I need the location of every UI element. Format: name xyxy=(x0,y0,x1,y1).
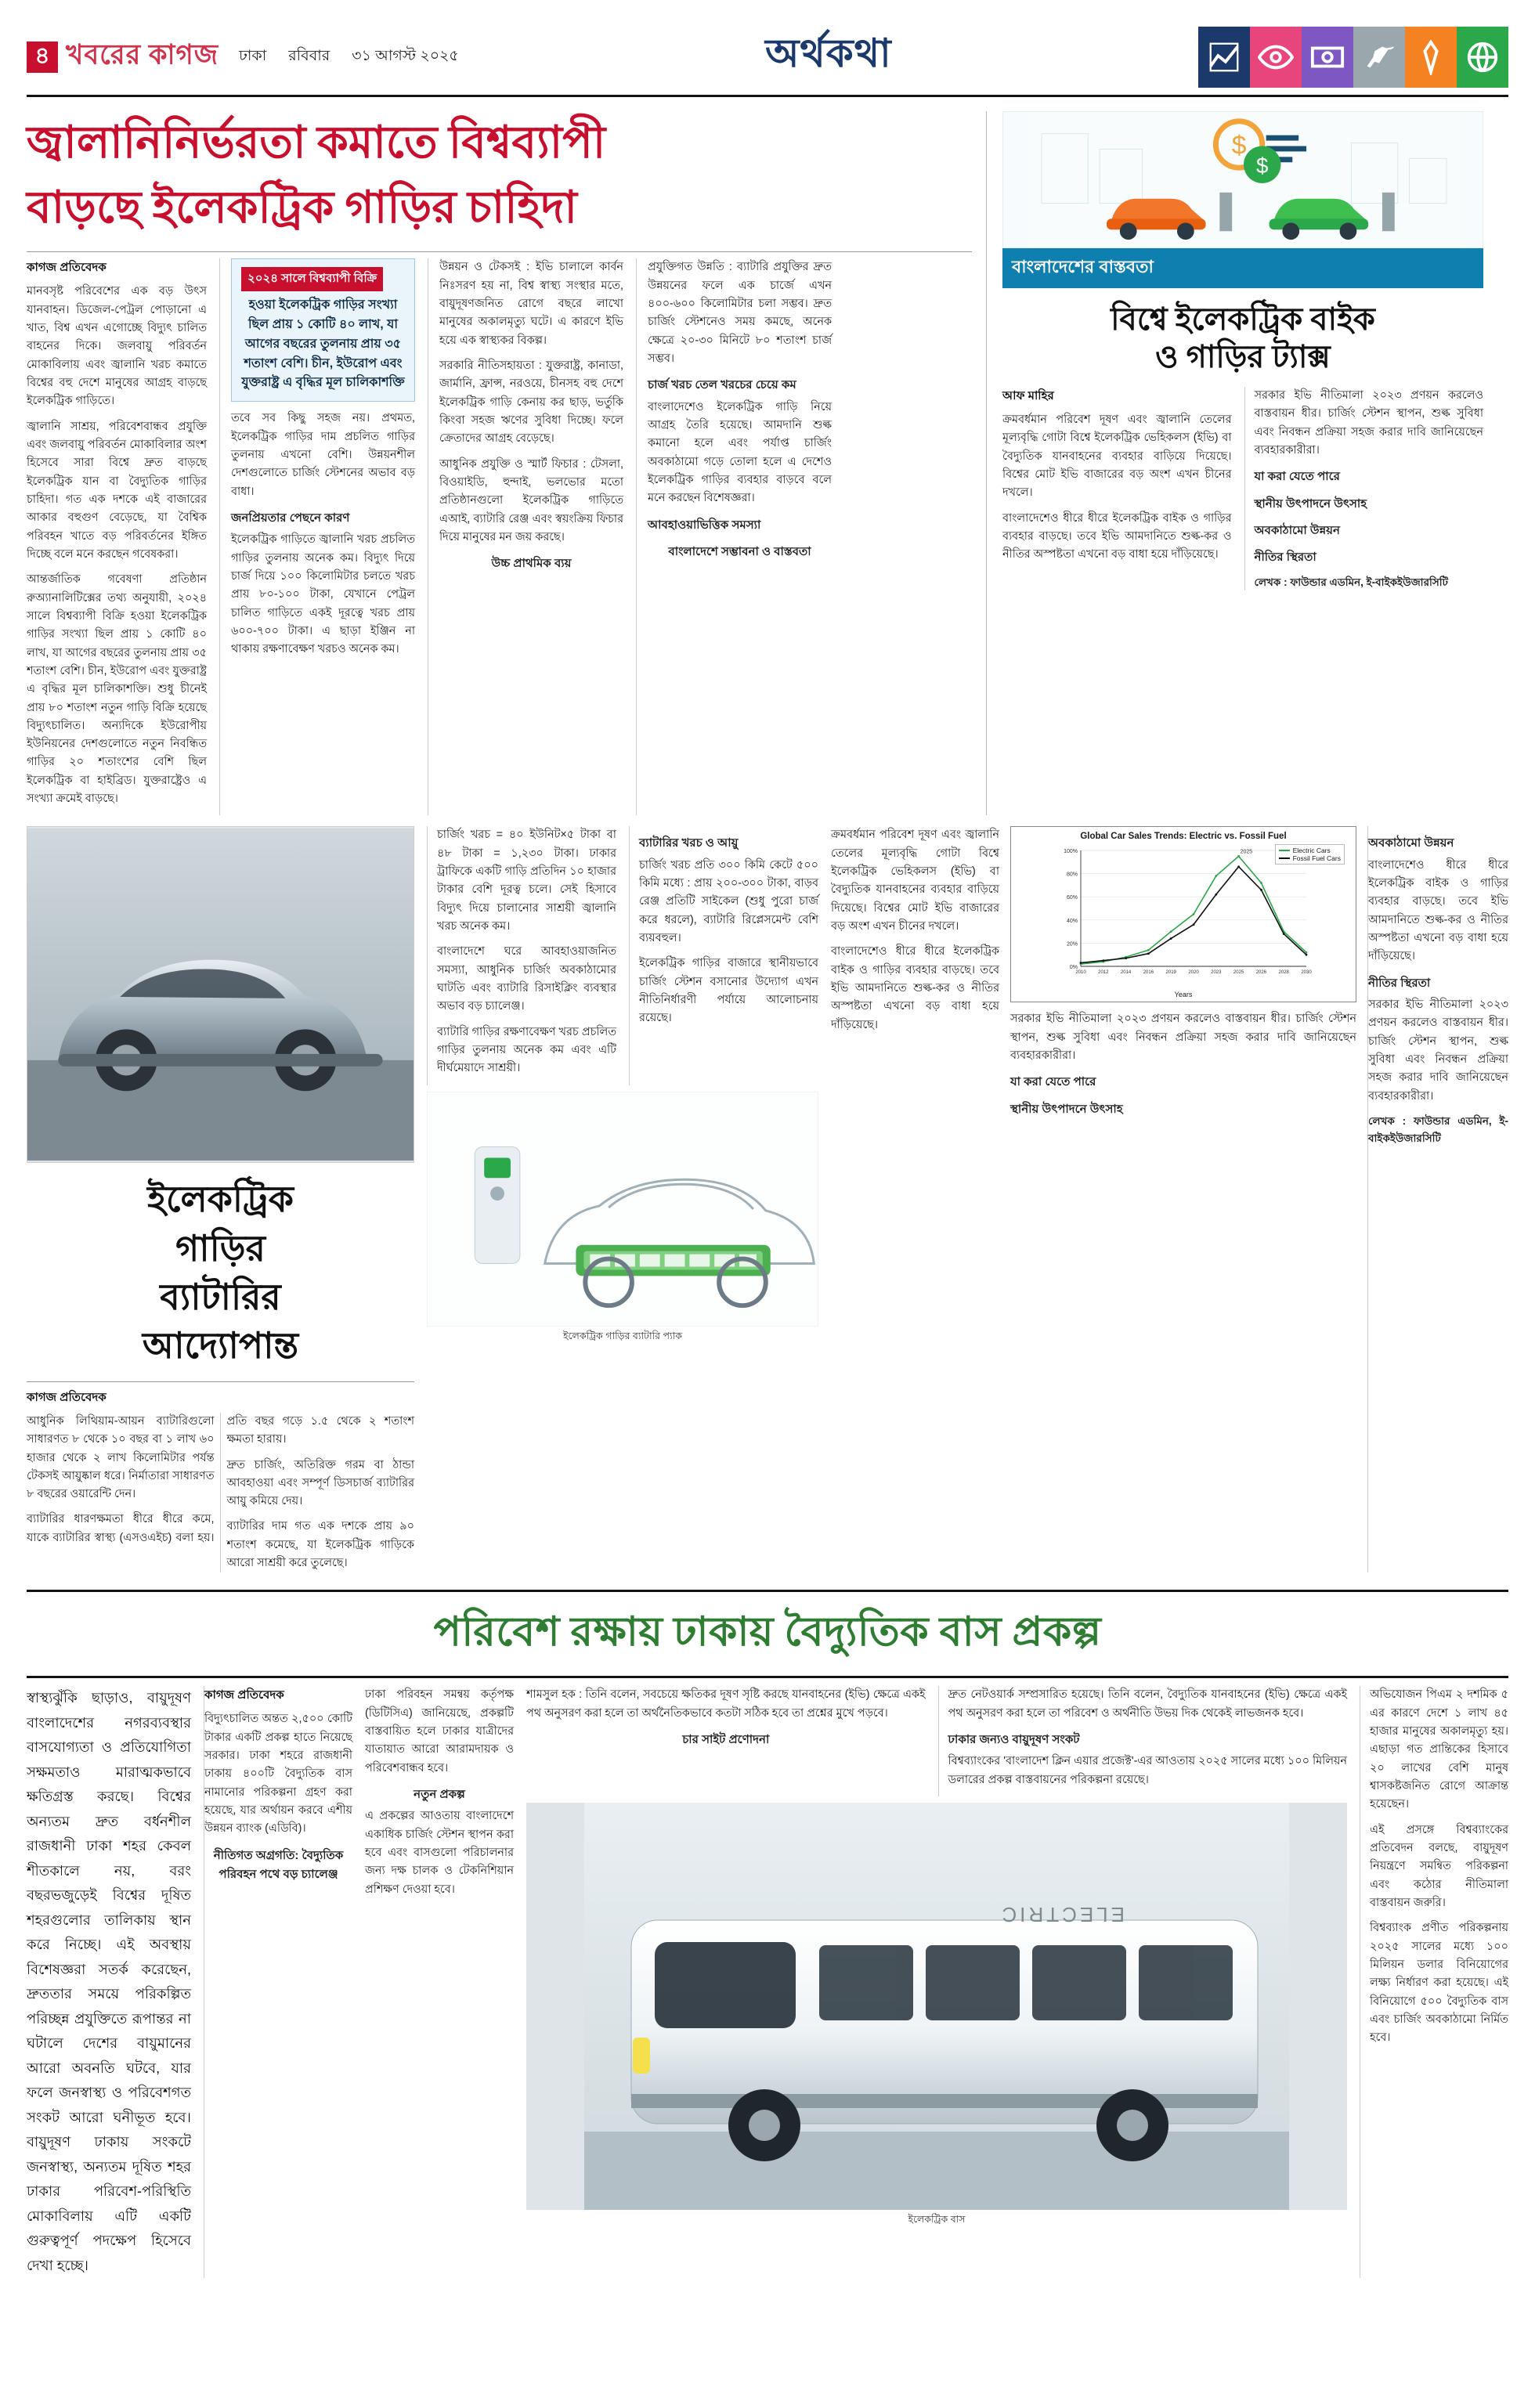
subhead: স্থানীয় উৎপাদনে উৎসাহ xyxy=(1254,496,1367,511)
dateline-place: ঢাকা xyxy=(239,47,267,64)
battery-para: চার্জিং খরচ = ৪০ ইউনিট×৫ টাকা বা ৪৮ টাকা = ১,২৩০ টাকা। ঢাকার ট্রাফিকে একটি গাড়ি প্রতিদিন ১০ হাজার টাকার বেশি দূরত্ব চলে। সেই হিসাবে বিদ্যুৎ দিয়ে চালানোর সাশ্রয়ী জ্বালানি খরচ অনেক কম। xyxy=(437,829,616,933)
chart-legend xyxy=(1275,844,1345,865)
lead-para: ইলেকট্রিক গাড়িতে জ্বালানি খরচ প্রচলিত গাড়ির তুলনায় অনেক কম। বিদ্যুৎ দিয়ে চার্জ দিয়ে ১০০ কিলোমিটার চলতে খরচ প্রায় ৮০-১০০ টাকা, যেখানে পেট্রল চালিত গাড়িতে একই দূরত্বে খরচ প্রায় ৬০০-৭০০ টাকা। এ ছাড়া ইঞ্জিন না থাকায় রক্ষণাবেক্ষণ খরচও অনেক কম। xyxy=(231,533,415,656)
subhead: জনপ্রিয়তার পেছনে কারণ xyxy=(231,511,350,525)
svg-text:2023: 2023 xyxy=(1211,970,1222,976)
bus-story-band xyxy=(27,1590,1508,1678)
subhead: আবহাওয়াভিত্তিক সমস্যা xyxy=(648,518,761,532)
svg-text:$: $ xyxy=(1231,131,1247,161)
battery-para: চার্জিং খরচ প্রতি ৩০০ কিমি কেটে ৫০০ কিমি মধ্যে : প্রায় ২০০-৩০০ টাকা, বাড়ব রেঞ্জ প্রতিটি সাইকেল (শুধু পুরো চার্জ করে ধরলে), ব্যাটারি রিপ্লেসমেন্ট বেশি ব্যয়বহুল। xyxy=(639,858,818,945)
subhead: অবকাঠামো উন্নয়ন xyxy=(1368,836,1454,850)
battery-caption: ইলেকট্রিক গাড়ির ব্যাটারি প্যাক xyxy=(563,1330,682,1341)
battery-para: বাংলাদেশে ঘরে আবহাওয়াজনিত সমস্যা, আধুনিক চার্জিং অবকাঠামোর ঘাটতি এবং ব্যাটারি রিসাইক্লিং ব্যবস্থার অভাব বড় চ্যালেঞ্জ। xyxy=(437,945,616,1013)
panel-para: ক্রমবর্ধমান পরিবেশ দূষণ এবং জ্বালানি তেলের মূল্যবৃদ্ধি গোটা বিশ্বে ইলেকট্রিক ভেহিকলস (ইভি) বা বৈদ্যুতিক যানবাহনের ব্যবহার বাড়িয়ে দিয়েছে। বিশ্বের মোট ইভি বাজারের বড় অংশ এখন চীনের দখলে। xyxy=(1002,413,1232,500)
subhead: অবকাঠামো উন্নয়ন xyxy=(1254,523,1340,537)
chart-icon xyxy=(1198,27,1250,88)
panel-column-1 xyxy=(1002,387,1232,590)
bus-para: বিদ্যুৎচালিত অন্তত ২,৫০০ কোটি টাকার একটি প্রকল্প হাতে নিয়েছে সরকার। ঢাকা শহরে রাজধানী ঢাকায় ৪০০টি বৈদ্যুতিক বাস নামানোর পরিকল্পনা গ্রহণ করা হয়েছে, যার অর্থায়ন করবে এশীয় উন্নয়ন ব্যাংক (এডিবি)। xyxy=(204,1713,352,1836)
bus-right-para: বিশ্বব্যাংক প্রণীত পরিকল্পনায় ২০২৫ সালের মধ্যে ১০০ মিলিয়ন ডলার বিনিয়োগের লক্ষ্য নির্ধারণ করা হয়েছে। এই বিনিয়োগে ৫০০ বৈদ্যুতিক বাস এবং চার্জিং অবকাঠামো নির্মিত হবে। xyxy=(1370,1922,1508,2045)
battery-mid-block xyxy=(427,826,818,1572)
chart-right-para: বাংলাদেশেও ধীরে ধীরে ইলেকট্রিক বাইক ও গাড়ির ব্যবহার বাড়ছে। তবে ইভি আমদানিতে শুল্ক-কর ও নীতির অস্পষ্টতা এখনো বড় বাধা হয়ে দাঁড়িয়েছে। xyxy=(1368,858,1508,963)
panel-title-line1: বিশ্বে ইলেকট্রিক বাইক xyxy=(1111,301,1375,337)
chart-column xyxy=(1010,826,1356,1572)
mid-section xyxy=(27,826,1508,1572)
subhead: ঢাকার জন্যও বায়ুদূষণ সংকট xyxy=(948,1733,1080,1747)
panel-column-2 xyxy=(1244,387,1484,590)
legend-fossil: Fossil Fuel Cars xyxy=(1292,854,1341,863)
subhead: নীতির স্থিরতা xyxy=(1254,551,1316,565)
lead-column-3 xyxy=(428,258,623,815)
subhead: যা করা যেতে পারে xyxy=(1010,1075,1096,1089)
panel-credit: লেখক : ফাউন্ডার এডমিন, ই-বাইকইউজারসিটি xyxy=(1254,576,1449,588)
svg-text:ELECTRIC: ELECTRIC xyxy=(999,1903,1125,1927)
money-icon xyxy=(1302,27,1353,88)
subhead: নতুন প্রকল্প xyxy=(414,1788,465,1802)
car-photo-block xyxy=(27,826,414,1572)
bus-para: বিশ্বব্যাংকের 'বাংলাদেশ ক্লিন এয়ার প্রজেক্ট'-এর আওতায় ২০২৫ সালের মধ্যে ১০০ মিলিয়ন ডলারের প্রকল্প বাস্তবায়নের পরিকল্পনা রয়েছে। xyxy=(948,1755,1347,1786)
paper-name: খবরের কাগজ xyxy=(66,39,219,70)
bus-caption: ইলেকট্রিক বাস xyxy=(908,2214,966,2226)
lead-byline: কাগজ প্রতিবেদক xyxy=(27,261,107,275)
lead-headline-line2: বাড়ছে ইলেকট্রিক গাড়ির চাহিদা xyxy=(27,182,577,233)
bus-para: শামসুল হক : তিনি বলেন, সবচেয়ে ক্ষতিকর দূষণ সৃষ্টি করছে যানবাহনের (ইভি) ক্ষেত্রে একই পথ অনুসরণ করা হলে তা অর্থনৈতিকভাবে কতটা সঠিক হবে তা প্রশ্নের মুখে পড়বে। xyxy=(526,1688,926,1720)
divider xyxy=(27,1381,414,1382)
svg-text:2025: 2025 xyxy=(1240,849,1253,855)
dateline xyxy=(239,45,459,70)
bird-icon xyxy=(1353,27,1405,88)
lead-para: মানবসৃষ্ট পরিবেশের এক বড় উৎস যানবাহন। ডিজেল-পেট্রল পোড়ানো এ খাত, বিশ্ব এখন এগোচ্ছে বিদ্যুৎ চালিত বাহনের দিকে। জলবায়ু পরিবর্তন মোকাবিলায় এবং জ্বালানি খরচ কমাতে বিশ্বের বহু দেশে মানুষের আগ্রহ বাড়ছে ইলেকট্রিক গাড়িতে। xyxy=(27,285,207,408)
lead-para: বাংলাদেশেও ইলেকট্রিক গাড়ি নিয়ে আগ্রহ তৈরি হয়েছে। আমদানি শুল্ক কমানো হলে এবং পর্যাপ্ত চার্জিং অবকাঠামো গড়ে তোলা হলে এ দেশেও ইলেকট্রিক গাড়ির ব্যবহার বাড়বে বলে মনে করছেন বিশেষজ্ঞরা। xyxy=(648,400,832,505)
lead-para: আন্তর্জাতিক গবেষণা প্রতিষ্ঠান রুঅ্যানালিটিক্সের তথ্য অনুযায়ী, ২০২৪ সালে বিশ্বব্যাপী বিক্রি হওয়া ইলেকট্রিক গাড়ির সংখ্যা ছিল প্রায় ১ কোটি ৪০ লাখ, যা আগের বছরের তুলনায় প্রায় ৩৫ শতাংশ বেশি। চীন, ইউরোপ এবং যুক্তরাষ্ট্র এ বৃদ্ধির মূল চালিকাশক্তি। শুধু চীনেই প্রায় ৮০ শতাংশ নতুন গাড়ি বিক্রি হয়েছে বিদ্যুৎচালিত। অন্যদিকে ইউরোপীয় ইউনিয়নের দেশগুলোতে নতুন নিবন্ধিত গাড়ির ২০ শতাংশের বেশি ছিল ইলেকট্রিক বা হাইব্রিড। যুক্তরাষ্ট্রেও এ সংখ্যা ক্রমেই বাড়ছে। xyxy=(27,573,207,806)
battery-title-2: গাড়ির xyxy=(175,1228,265,1269)
car-photo xyxy=(27,826,414,1163)
legend-electric: Electric Cars xyxy=(1292,847,1331,855)
pull-quote-kicker: ২০২৪ সালে বিশ্বব্যাপী বিক্রি xyxy=(241,267,383,291)
subhead: নীতির স্থিরতা xyxy=(1368,976,1431,990)
lead-column-4 xyxy=(636,258,832,815)
battery-para: দ্রুত চার্জিং, অতিরিক্ত গরম বা ঠান্ডা আবহাওয়া এবং সম্পূর্ণ ডিসচার্জ ব্যাটারির আয়ু কমিয়ে দেয়। xyxy=(226,1458,414,1508)
subhead: যা করা যেতে পারে xyxy=(1254,470,1340,484)
globe-icon xyxy=(1457,27,1508,88)
svg-text:2016: 2016 xyxy=(1143,970,1154,976)
lead-headline-line1: জ্বালানিনির্ভরতা কমাতে বিশ্বব্যাপী xyxy=(27,118,606,168)
svg-text:2025: 2025 xyxy=(1233,970,1244,976)
svg-text:$: $ xyxy=(1256,153,1269,179)
lead-columns xyxy=(27,258,972,815)
bus-column-3 xyxy=(526,1686,926,1796)
battery-para: ব্যাটারি গাড়ির রক্ষণাবেক্ষণ খরচ প্রচলিত গাড়ির তুলনায় অনেক কম এবং এটি দীর্ঘমেয়াদে সাশ্রয়ী। xyxy=(437,1025,616,1075)
icon-strip xyxy=(1198,27,1508,88)
chart-below-para: সরকার ইভি নীতিমালা ২০২৩ প্রণয়ন করলেও বাস্তবায়ন ধীর। চার্জিং স্টেশন স্থাপন, শুল্ক সুবিধা এবং নিবন্ধন প্রক্রিয়া সহজ করার দাবি জানিয়েছেন ব্যবহারকারীরা। xyxy=(1010,1013,1356,1063)
subhead: উচ্চ প্রাথমিক ব্যয় xyxy=(491,557,572,571)
pen-icon xyxy=(1405,27,1457,88)
sales-trend-chart xyxy=(1010,826,1356,1002)
lead-para: প্রযুক্তিগত উন্নতি : ব্যাটারি প্রযুক্তির দ্রুত উন্নয়নের ফলে এক চার্জে এখন ৪০০-৬০০ কিলোমিটার চলা সম্ভব। দ্রুত চার্জিং স্টেশনেও সময় কমছে, অনেক ক্ষেত্রে ২০-৩০ মিনিটে ৮০ শতাংশ চার্জ সম্ভব। xyxy=(648,261,832,365)
bus-column-5 xyxy=(1360,1686,1508,2278)
battery-title-1: ইলেকট্রিক xyxy=(147,1179,294,1220)
chart-left-text xyxy=(831,826,999,1572)
section-logo: অর্থকথা xyxy=(765,31,892,75)
lead-para: তবে সব কিছু সহজ নয়। প্রথমত, ইলেকট্রিক গাড়ির দাম প্রচলিত গাড়ির তুলনায় এখনো বেশি। উন্নয়নশীল দেশগুলোতে চার্জিং স্টেশনের অভাব বড় বাধা। xyxy=(231,412,415,498)
bus-sidebar-text: স্বাস্থ্যঝুঁকি ছাড়াও, বায়ুদূষণ বাংলাদেশের নগরব্যবস্থার বাসযোগ্যতা ও প্রতিযোগিতা সক্ষমতাও মারাত্মকভাবে ক্ষতিগ্রস্ত করছে। বিশ্বের অন্যতম দ্রুত বর্ধনশীল রাজধানী ঢাকা শহর কেবল শীতকালে নয়, বরং বছরভজুড়েই বিশ্বের দূষিত শহরগুলোর তালিকায় স্থান করে নিচ্ছে। এই অবস্থায় বিশেষজ্ঞরা সতর্ক করেছেন, দ্রুততার সময়ে পরিকল্পিত পরিচ্ছন্ন প্রযুক্তিতে রূপান্তর না ঘটালে দেশের বায়ুমানের আরো অবনতি ঘটবে, যার ফলে জনস্বাস্থ্য ও পরিবেশগত সংকট আরো ঘনীভূত হবে। বায়ুদূষণ ঢাকায় সংকটে জনস্বাস্থ্য, অন্যতম দূষিত শহর ঢাকার পরিবেশ-পরিস্থিতি মোকাবিলায় এটি একটি গুরুত্বপূর্ণ পদক্ষেপ হিসেবে দেখা হচ্ছে। xyxy=(27,1690,191,2273)
bus-column-1 xyxy=(204,1686,352,2278)
chart-credit: লেখক : ফাউন্ডার এডমিন, ই-বাইকইউজারসিটি xyxy=(1368,1115,1508,1144)
svg-text:2026: 2026 xyxy=(1255,970,1267,976)
ev-illustration xyxy=(1002,111,1483,248)
svg-text:2028: 2028 xyxy=(1278,970,1289,976)
masthead-center xyxy=(459,24,1198,89)
bus-para: ঢাকা পরিবহন সমন্বয় কর্তৃপক্ষ (ডিটিসিএ) জানিয়েছে, প্রকল্পটি বাস্তবায়িত হলে ঢাকার যাত্রীদের যাতায়াত আরো আরামদায়ক ও পরিবেশবান্ধব হবে। xyxy=(365,1688,514,1774)
subhead: স্থানীয় উৎপাদনে উৎসাহ xyxy=(1010,1102,1123,1116)
battery-para: ব্যাটারির ধারণক্ষমতা ধীরে ধীরে কমে, যাকে ব্যাটারির স্বাস্থ্য (এসওএইচ) বলা হয়। প্রতি বছর গড়ে ১.৫ থেকে ২ শতাংশ ক্ষমতা হারায়। xyxy=(27,1414,414,1544)
chart-left-para: বাংলাদেশেও ধীরে ধীরে ইলেকট্রিক বাইক ও গাড়ির ব্যবহার বাড়ছে। তবে ইভি আমদানিতে শুল্ক-কর ও নীতির অস্পষ্টতা এখনো বড় বাধা হয়ে দাঁড়িয়েছে। xyxy=(831,945,999,1031)
subhead: নীতিগত অগ্রগতি: বৈদ্যুতিক পরিবহন পথে বড় চ্যালেঞ্জ xyxy=(213,1848,344,1882)
bus-story xyxy=(27,1686,1508,2278)
chart-left-para: ক্রমবর্ধমান পরিবেশ দূষণ এবং জ্বালানি তেলের মূল্যবৃদ্ধি গোটা বিশ্বে ইলেকট্রিক ভেহিকলস (ইভি) বা বৈদ্যুতিক যানবাহনের ব্যবহার বাড়িয়ে দিয়েছে। বিশ্বের মোট ইভি বাজারের বড় অংশ এখন চীনের দখলে। xyxy=(831,829,999,933)
battery-para: ব্যাটারির দাম গত এক দশকে প্রায় ৯০ শতাংশ কমেছে, যা ইলেকট্রিক গাড়িকে আরো সাশ্রয়ী করে তুলেছে। xyxy=(226,1520,414,1570)
chart-block xyxy=(831,826,1508,1572)
chart-title: Global Car Sales Trends: Electric vs. Fossil Fuel xyxy=(1080,832,1287,842)
right-panel xyxy=(986,111,1483,815)
dateline-day: রবিবার xyxy=(288,47,330,64)
bus-right-para: অভিযোজন পিএম ২ দশমিক ৫ এর কারণে দেশে ১ লাখ ৪৫ হাজার মানুষের অকালমৃত্যু হয়। এছাড়া গত প্রান্তিকের হিসাবে ২০ লাখের বেশি মানুষ শ্বাসকষ্টজনিত রোগে আক্রান্ত হয়েছেন। xyxy=(1370,1688,1508,1811)
svg-text:2020: 2020 xyxy=(1188,970,1199,976)
panel-para: বাংলাদেশেও ধীরে ধীরে ইলেকট্রিক বাইক ও গাড়ির ব্যবহার বাড়ছে। তবে ইভি আমদানিতে শুল্ক-কর ও নীতির অস্পষ্টতা এখনো বড় বাধা হয়ে দাঁড়িয়েছে। xyxy=(1002,511,1232,561)
svg-text:40%: 40% xyxy=(1066,919,1078,925)
lead-column-1 xyxy=(27,258,207,815)
bus-sidebar xyxy=(27,1686,191,2278)
bus-column-2 xyxy=(365,1686,514,2278)
bus-para: এ প্রকল্পের আওতায় বাংলাদেশে একাধিক চার্জিং স্টেশন স্থাপন করা হবে এবং বাসগুলো পরিচালনার জন্য দক্ষ চালক ও টেকনিশিয়ান প্রশিক্ষণ দেওয়া হবে। xyxy=(365,1810,514,1896)
subhead: ব্যাটারির খরচ ও আয়ু xyxy=(639,836,739,850)
lead-para: জ্বালানি সাশ্রয়, পরিবেশবান্ধব প্রযুক্তি এবং জলবায়ু পরিবর্তন মোকাবিলার অংশ হিসেবে সারা বিশ্বে দ্রুত বাড়ছে ইলেকট্রিক যান বা বৈদ্যুতিক গাড়ির চাহিদা। গত এক দশকে এই বাজারের আকার বহুগুণ বেড়েছে, যা বৈশ্বিক পরিবহন খাতে বড় পরিবর্তনের ইঙ্গিত দিচ্ছে বলে মনে করছেন গবেষকরা। xyxy=(27,420,207,561)
page-number-badge: ৪ xyxy=(27,42,58,73)
svg-text:2010: 2010 xyxy=(1075,970,1086,976)
svg-text:2019: 2019 xyxy=(1165,970,1176,976)
panel-columns xyxy=(1002,387,1483,590)
battery-title-4: আদ্যোপান্ত xyxy=(142,1325,299,1366)
chart-right-text xyxy=(1367,826,1508,1572)
lead-para: উন্নয়ন ও টেকসই : ইভি চালালে কার্বন নিঃসরণ হয় না, বিশ্ব স্বাস্থ্য সংস্থার মতে, বায়ুদূষণজনিত রোগে বছরে লাখো মানুষের অকালমৃত্যু ঘটে। এ কারণে ইভি হয়ে এক স্বাস্থ্যকর বিকল্প। xyxy=(439,261,623,347)
svg-text:20%: 20% xyxy=(1066,941,1078,948)
battery-byline: কাগজ প্রতিবেদক xyxy=(27,1390,107,1404)
lead-story xyxy=(27,111,1508,815)
subhead: চার সাইট প্রণোদনা xyxy=(682,1733,770,1747)
chart-plot xyxy=(1017,843,1349,990)
divider xyxy=(27,251,972,252)
panel-para: সরকার ইভি নীতিমালা ২০২৩ প্রণয়ন করলেও বাস্তবায়ন ধীর। চার্জিং স্টেশন স্থাপন, শুল্ক সুবিধা এবং নিবন্ধন প্রক্রিয়া সহজ করার দাবি জানিয়েছেন ব্যবহারকারীরা। xyxy=(1254,389,1483,457)
bus-band-headline: পরিবেশ রক্ষায় ঢাকায় বৈদ্যুতিক বাস প্রকল্প xyxy=(433,1610,1102,1655)
battery-para: আধুনিক লিথিয়াম-আয়ন ব্যাটারিগুলো সাধারণত ৮ থেকে ১০ বছর বা ১ লাখ ৬০ হাজার থেকে ২ লাখ কিলোমিটার পর্যন্ত টেকসই আয়ুষ্কাল ধরে। নির্মাতারা সাধারণত ৮ বছরের ওয়ারেন্টি দেন। xyxy=(27,1414,215,1501)
battery-title-3: ব্যাটারির xyxy=(160,1276,281,1317)
subhead: চার্জ খরচ তেল খরচের চেয়ে কম xyxy=(648,378,796,392)
bus-byline: কাগজ প্রতিবেদক xyxy=(204,1688,284,1702)
panel-title-line2: ও গাড়ির ট্যাক্স xyxy=(1155,339,1331,374)
svg-text:80%: 80% xyxy=(1066,872,1078,879)
svg-text:100%: 100% xyxy=(1064,849,1078,855)
pull-quote-box xyxy=(231,258,415,402)
battery-para: ইলেকট্রিক গাড়ির বাজারে স্থানীয়ভাবে চার্জিং স্টেশন বসানোর উদ্যোগ এখন নীতিনির্ধারণী পর্যায়ে আলোচনায় রয়েছে। xyxy=(639,957,818,1025)
bus-right-para: এই প্রসঙ্গে বিশ্বব্যাংকের প্রতিবেদন বলছে, বায়ুদূষণ নিয়ন্ত্রণে সমন্বিত পরিকল্পনা এবং কঠোর নীতিমালা বাস্তবায়ন জরুরি। xyxy=(1370,1823,1508,1910)
lead-para: আধুনিক প্রযুক্তি ও স্মার্ট ফিচার : টেসলা, বিওয়াইডি, হুন্দাই, ভলভোর মতো প্রতিষ্ঠানগুলো ইলেকট্রিক গাড়িতে এআই, ব্যাটারি রেঞ্জ এবং স্বয়ংক্রিয় ফিচার দিয়ে মানুষের মন জয় করছে। xyxy=(439,457,623,543)
svg-text:60%: 60% xyxy=(1066,895,1078,901)
panel-ribbon: বাংলাদেশের বাস্তবতা xyxy=(1002,248,1483,288)
bus-photo-block xyxy=(526,1686,1347,2278)
battery-column-3 xyxy=(629,826,818,1085)
battery-illustration xyxy=(427,1092,818,1327)
lead-column-2 xyxy=(219,258,415,815)
chart-right-para: সরকার ইভি নীতিমালা ২০২৩ প্রণয়ন করলেও বাস্তবায়ন ধীর। চার্জিং স্টেশন স্থাপন, শুল্ক সুবিধা এবং নিবন্ধন প্রক্রিয়া সহজ করার দাবি জানিয়েছেন ব্যবহারকারীরা। xyxy=(1368,998,1508,1103)
dateline-date: ৩১ আগস্ট ২০২৫ xyxy=(352,47,459,64)
svg-text:0%: 0% xyxy=(1069,965,1078,971)
pull-quote-text: হওয়া ইলেকট্রিক গাড়ির সংখ্যা ছিল প্রায় ১ কোটি ৪০ লাখ, যা আগের বছরের তুলনায় প্রায় ৩৫ শতাংশ বেশি। চীন, ইউরোপ এবং যুক্তরাষ্ট্র এ বৃদ্ধির মূল চালিকাশক্তি xyxy=(241,298,405,390)
svg-text:2014: 2014 xyxy=(1120,970,1132,976)
svg-text:2012: 2012 xyxy=(1098,970,1109,976)
svg-text:2030: 2030 xyxy=(1301,970,1312,976)
panel-author: আফ মাহির xyxy=(1002,389,1054,403)
bus-column-4 xyxy=(938,1686,1348,1796)
masthead xyxy=(27,22,1508,97)
lead-para: সরকারি নীতিসহায়তা : যুক্তরাষ্ট্র, কানাডা, জার্মানি, ফ্রান্স, নরওয়ে, চীনসহ বহু দেশে ইলেকট্রিক গাড়ি কেনায় কর ছাড়, ভর্তুকি কিংবা সহজ ঋণের সুবিধা দিচ্ছে। ফলে ক্রেতাদের আগ্রহ বেড়েছে। xyxy=(439,359,623,446)
eye-icon xyxy=(1250,27,1302,88)
subhead: বাংলাদেশে সম্ভাবনা ও বাস্তবতা xyxy=(668,544,811,558)
chart-xlabel: Years xyxy=(1174,991,1193,999)
bus-photo xyxy=(526,1803,1347,2210)
battery-column-2 xyxy=(427,826,616,1085)
bus-para: দ্রুত নেটওয়ার্ক সম্প্রসারিত হয়েছে। তিনি বলেন, বৈদ্যুতিক যানবাহনের (ইভি) ক্ষেত্রে একই পথ অনুসরণ করা হলে তা পরিবেশ ও অর্থনীতি উভয় দিক থেকেই লাভজনক হবে। xyxy=(948,1688,1347,1720)
